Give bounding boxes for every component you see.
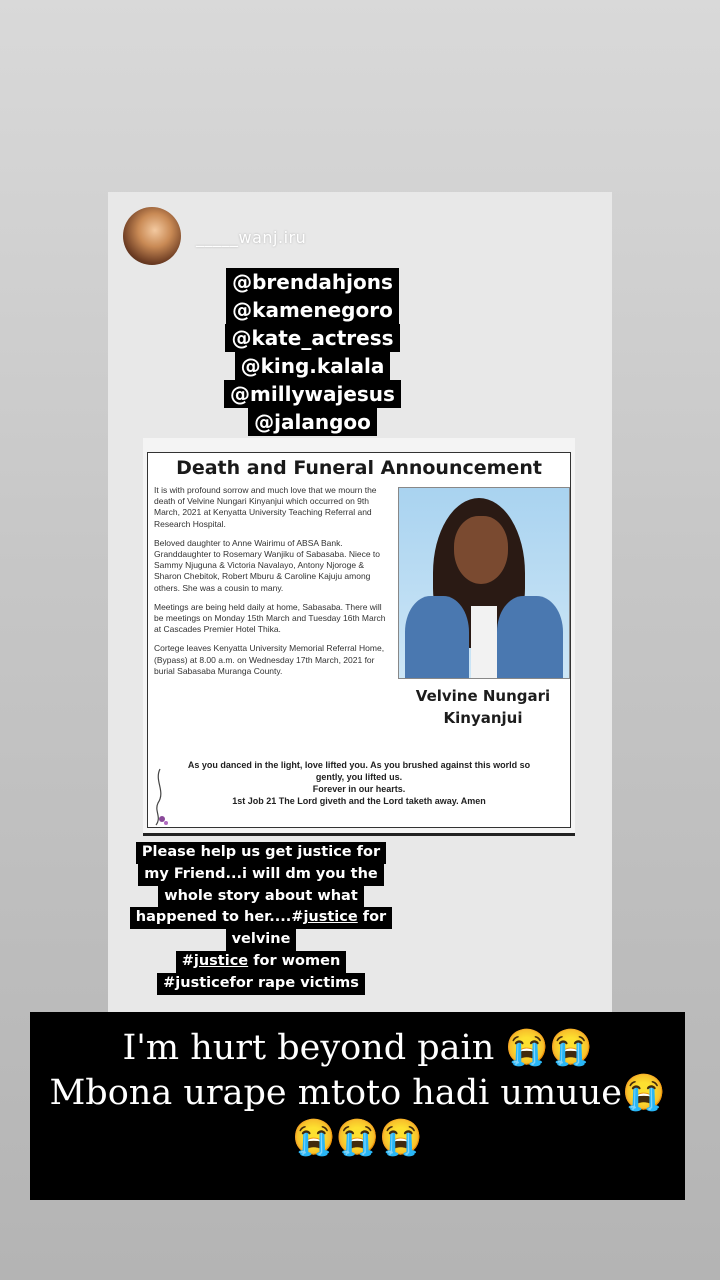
deceased-name-line: Kinyanjui [443, 709, 523, 727]
floral-ornament [150, 767, 172, 827]
notice-paragraph: It is with profound sorrow and much love that we mourn the death of Velvine Nungari Kinyanjui which occurred on 9th March, 2021 at Kenyatta University Teaching Referral and Research Hospital. [154, 485, 377, 529]
mention-tag[interactable]: @jalangoo [248, 408, 377, 436]
notice-frame [147, 452, 571, 828]
notice-paragraph: Meetings are being held daily at home, Sabasaba. There will be meetings on Monday 15th March and Tuesday 16th March at Cascades Premier Hotel Thika. [154, 601, 386, 635]
mention-list [0, 268, 625, 436]
story-caption [0, 842, 522, 995]
deceased-name [398, 685, 568, 729]
username[interactable]: _____wanj.iru [196, 228, 307, 247]
divider [143, 833, 575, 836]
portrait-photo [398, 487, 570, 679]
caption-text: for [357, 909, 387, 926]
notice-body [154, 485, 392, 685]
notice-paragraph: Beloved daughter to Anne Wairimu of ABSA Bank. Granddaughter to Rosemary Wanjiku of Sabasaba. Niece to Sammy Njuguna & Victoria Navalayo, Antony Njoroge & Sharon Chebitok, Robert Mburu & Caroline Kajuju among others. She was a cousin to many. [154, 537, 381, 593]
hashtag-link[interactable]: justice [193, 952, 249, 969]
overlay-line: 😭😭😭 [292, 1118, 423, 1158]
mention-tag[interactable]: @brendahjons [226, 268, 399, 296]
caption-text: happened to her....# [135, 909, 304, 926]
mention-tag[interactable]: @kamenegoro [226, 296, 399, 324]
caption-line: #justicefor rape victims [157, 973, 365, 995]
deceased-name-line: Velvine Nungari [415, 687, 551, 705]
caption-line [130, 907, 392, 929]
caption-line [176, 951, 347, 973]
quote-line: gently, you lifted us. [315, 772, 403, 782]
caption-text: # [181, 952, 194, 969]
text-overlay [30, 1012, 685, 1200]
overlay-line: I'm hurt beyond pain 😭😭 [122, 1028, 593, 1068]
photo-face [454, 516, 508, 584]
quote-line: As you danced in the light, love lifted you. As you brushed against this world so [187, 760, 531, 770]
caption-text: for women [248, 952, 341, 969]
overlay-line: Mbona urape mtoto hadi umuue😭 [49, 1073, 666, 1113]
mention-tag[interactable]: @millywajesus [224, 380, 401, 408]
quote-line: 1st Job 21 The Lord giveth and the Lord taketh away. Amen [232, 796, 486, 806]
notice-title: Death and Funeral Announcement [176, 457, 542, 479]
caption-line: my Friend...i will dm you the [138, 864, 384, 886]
avatar[interactable] [123, 207, 181, 265]
quote-line: Forever in our hearts. [312, 784, 406, 794]
photo-jacket-right [497, 596, 563, 679]
mention-tag[interactable]: @king.kalala [235, 352, 391, 380]
photo-jacket-left [405, 596, 469, 679]
memorial-quote [160, 759, 558, 807]
announcement-image [143, 438, 575, 836]
mention-tag[interactable]: @kate_actress [225, 324, 399, 352]
caption-line: Please help us get justice for [136, 842, 386, 864]
photo-shirt [471, 606, 497, 678]
caption-line: velvine [226, 929, 297, 951]
caption-line: whole story about what [158, 886, 364, 908]
hashtag-link[interactable]: justice [303, 909, 358, 926]
notice-paragraph: Cortege leaves Kenyatta University Memorial Referral Home, (Bypass) at 8.00 a.m. on Wednesday 17th March, 2021 for burial Sabasaba Muranga County. [154, 643, 385, 676]
